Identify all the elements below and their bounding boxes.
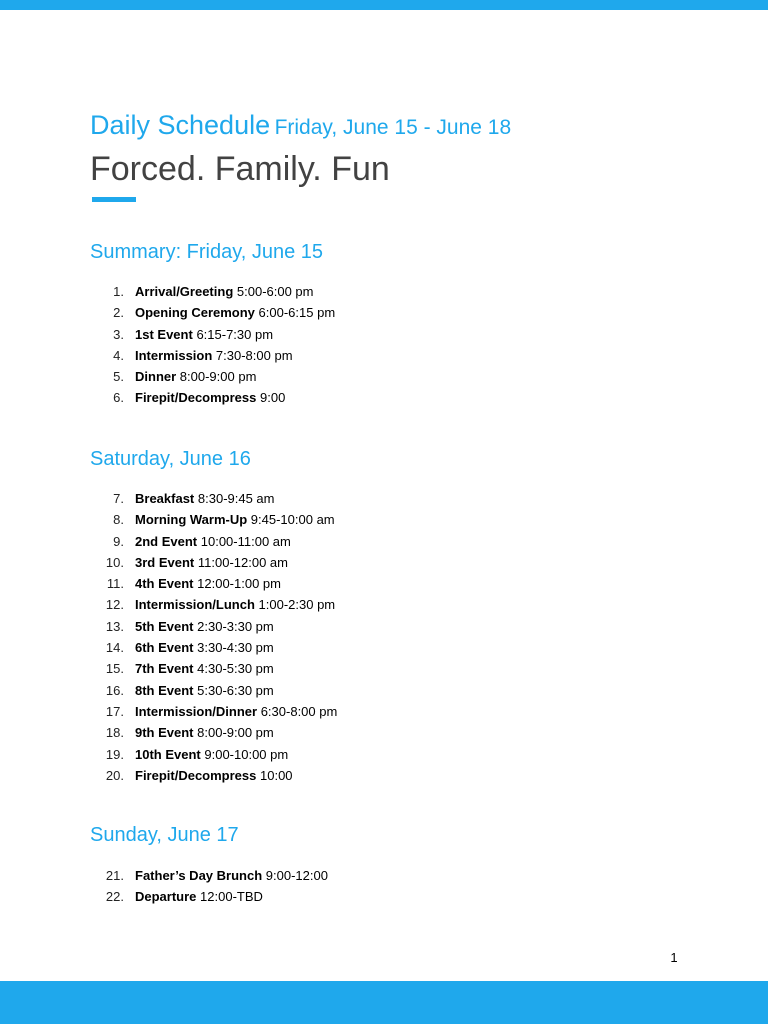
item-body xyxy=(135,722,274,743)
item-body xyxy=(135,387,285,408)
item-time: 10:00-11:00 am xyxy=(200,533,291,549)
item-time: 5:30-6:30 pm xyxy=(197,682,274,698)
item-number: 4. xyxy=(113,347,124,363)
item-number: 1. xyxy=(113,284,124,299)
bottom-accent-bar xyxy=(0,981,768,1024)
item-time: 8:00-9:00 pm xyxy=(179,369,257,385)
item-name: 3rd Event xyxy=(135,554,195,570)
item-time: 8:00-9:00 pm xyxy=(197,725,274,741)
item-name: Departure xyxy=(135,889,197,905)
item-body xyxy=(135,324,273,345)
item-name: Firepit/Decompress xyxy=(135,767,257,783)
item-name: Opening Ceremony xyxy=(135,305,255,321)
schedule-item xyxy=(0,552,700,573)
item-time: 3:30-4:30 pm xyxy=(197,640,274,656)
item-number: 12. xyxy=(105,597,124,613)
schedule-item xyxy=(0,324,700,345)
schedule-item xyxy=(0,281,700,302)
schedule-item xyxy=(0,765,700,786)
schedule-item xyxy=(0,637,700,658)
document-subtitle: Forced. Family. Fun xyxy=(90,150,390,188)
item-name: 7th Event xyxy=(135,661,194,677)
schedule-item xyxy=(0,658,700,679)
item-body xyxy=(135,886,263,907)
item-body xyxy=(135,594,335,615)
item-number: 9. xyxy=(113,533,124,549)
item-body xyxy=(135,658,274,679)
item-body xyxy=(135,637,274,658)
schedule-item xyxy=(0,573,700,594)
schedule-list-saturday xyxy=(0,488,700,786)
schedule-item xyxy=(0,302,700,323)
item-name: 1st Event xyxy=(135,326,193,342)
item-number: 19. xyxy=(105,746,124,762)
item-time: 1:00-2:30 pm xyxy=(258,597,336,613)
schedule-item xyxy=(0,886,700,907)
item-number: 15. xyxy=(105,661,124,677)
item-name: 8th Event xyxy=(135,682,194,698)
item-body xyxy=(135,765,293,786)
schedule-item xyxy=(0,616,700,637)
item-number: 14. xyxy=(105,640,124,656)
item-number: 3. xyxy=(113,326,124,342)
item-time: 9:45-10:00 am xyxy=(250,512,335,528)
item-body xyxy=(135,345,293,366)
item-name: Intermission xyxy=(135,347,213,363)
item-time: 5:00-6:00 pm xyxy=(236,284,314,299)
item-name: 6th Event xyxy=(135,640,194,656)
schedule-list-sunday xyxy=(0,865,700,908)
item-number: 2. xyxy=(113,305,124,321)
schedule-item xyxy=(0,701,700,722)
schedule-item xyxy=(0,345,700,366)
item-time: 8:30-9:45 am xyxy=(197,491,275,506)
item-number: 11. xyxy=(106,576,124,592)
item-time: 7:30-8:00 pm xyxy=(215,347,293,363)
item-time: 2:30-3:30 pm xyxy=(197,618,274,634)
top-accent-bar xyxy=(0,0,768,10)
item-name: Arrival/Greeting xyxy=(135,284,234,299)
item-time: 12:00-TBD xyxy=(200,889,263,905)
item-name: Father’s Day Brunch xyxy=(135,868,263,883)
title-line xyxy=(90,108,730,147)
item-name: Intermission/Lunch xyxy=(135,597,255,613)
schedule-list-friday xyxy=(0,281,700,409)
schedule-item xyxy=(0,594,700,615)
item-time: 9:00-10:00 pm xyxy=(204,746,289,762)
item-body xyxy=(135,552,288,573)
item-name: Firepit/Decompress xyxy=(135,390,257,406)
item-time: 6:00-6:15 pm xyxy=(258,305,336,321)
item-body xyxy=(135,531,291,552)
page-number: 1 xyxy=(670,950,678,965)
item-time: 4:30-5:30 pm xyxy=(197,661,274,677)
item-name: 4th Event xyxy=(135,576,194,592)
item-time: 12:00-1:00 pm xyxy=(197,576,281,592)
schedule-item xyxy=(0,744,700,765)
item-name: 2nd Event xyxy=(135,533,198,549)
schedule-item xyxy=(0,509,700,530)
document-title: Daily Schedule xyxy=(90,110,271,140)
item-body xyxy=(135,680,274,701)
item-name: Breakfast xyxy=(135,491,195,506)
item-number: 8. xyxy=(113,512,124,528)
item-number: 16. xyxy=(105,682,124,698)
item-number: 5. xyxy=(113,369,124,385)
schedule-item xyxy=(0,722,700,743)
section-heading-friday: Summary: Friday, June 15 xyxy=(90,241,324,263)
item-number: 20. xyxy=(105,767,124,783)
item-name: Morning Warm-Up xyxy=(135,512,248,528)
item-name: 5th Event xyxy=(135,618,194,634)
item-time: 10:00 xyxy=(260,767,293,783)
schedule-item xyxy=(0,680,700,701)
document-header xyxy=(90,108,730,191)
schedule-item xyxy=(0,488,700,509)
item-number: 10. xyxy=(105,554,124,570)
item-body xyxy=(135,865,328,886)
item-number: 13. xyxy=(105,618,124,634)
item-time: 9:00-12:00 xyxy=(265,868,328,883)
schedule-item xyxy=(0,531,700,552)
section-heading-sunday: Sunday, June 17 xyxy=(90,824,239,846)
item-name: 10th Event xyxy=(135,746,201,762)
item-time: 6:30-8:00 pm xyxy=(260,703,338,719)
document-dates: Friday, June 15 - June 18 xyxy=(274,116,512,139)
item-body xyxy=(135,366,256,387)
schedule-item xyxy=(0,366,700,387)
schedule-item xyxy=(0,865,700,886)
item-body xyxy=(135,744,288,765)
item-body xyxy=(135,573,281,594)
item-number: 21. xyxy=(105,868,124,883)
item-number: 17. xyxy=(105,703,124,719)
item-number: 7. xyxy=(113,491,124,506)
accent-rule xyxy=(92,197,136,202)
item-body xyxy=(135,509,335,530)
item-number: 6. xyxy=(113,390,124,406)
item-number: 22. xyxy=(105,889,124,905)
item-time: 11:00-12:00 am xyxy=(197,554,288,570)
section-heading-saturday: Saturday, June 16 xyxy=(90,448,251,470)
item-name: 9th Event xyxy=(135,725,194,741)
item-body xyxy=(135,488,275,509)
item-name: Dinner xyxy=(135,369,177,385)
item-time: 9:00 xyxy=(260,390,286,406)
schedule-item xyxy=(0,387,700,408)
item-number: 18. xyxy=(105,725,124,741)
item-time: 6:15-7:30 pm xyxy=(196,326,274,342)
item-name: Intermission/Dinner xyxy=(135,703,258,719)
item-body xyxy=(135,616,274,637)
item-body xyxy=(135,701,337,722)
item-body xyxy=(135,281,314,302)
item-body xyxy=(135,302,335,323)
